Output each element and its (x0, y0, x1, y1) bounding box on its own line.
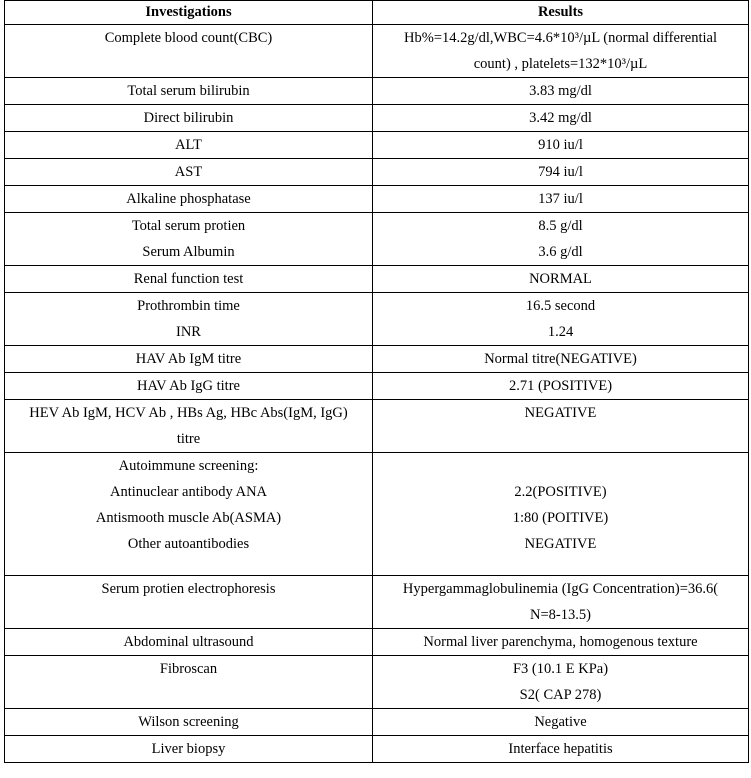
result-text: count) , platelets=132*10³/µL (473, 56, 648, 72)
result-text: Interface hepatitis (508, 741, 613, 757)
table-row (5, 132, 749, 159)
table-row (5, 25, 749, 78)
result-text: NEGATIVE (524, 536, 597, 552)
investigation-text: titre (176, 431, 201, 447)
investigation-text: Direct bilirubin (143, 110, 234, 126)
investigation-cell (5, 736, 373, 763)
investigation-text: Abdominal ultrasound (123, 634, 254, 650)
table-row (5, 266, 749, 293)
investigations-table (4, 0, 749, 763)
investigation-cell (5, 400, 373, 453)
investigation-cell (5, 78, 373, 105)
investigation-cell (5, 213, 373, 266)
investigation-text: Renal function test (133, 271, 244, 287)
result-text: N=8-13.5) (530, 607, 591, 623)
result-text: 2.2(POSITIVE) (514, 484, 607, 500)
header-results: Results (373, 1, 749, 25)
result-cell (373, 656, 749, 709)
investigation-text: Complete blood count(CBC) (104, 30, 273, 46)
table-row (5, 346, 749, 373)
investigation-text: HEV Ab IgM, HCV Ab , HBs Ag, HBc Abs(IgM, IgG) (29, 405, 348, 421)
result-text: Normal liver parenchyma, homogenous texture (423, 634, 698, 650)
result-text: F3 (10.1 E KPa) (512, 661, 609, 677)
result-cell (373, 266, 749, 293)
table-row (5, 373, 749, 400)
investigation-text: Wilson screening (138, 714, 239, 730)
investigation-cell (5, 25, 373, 78)
result-cell (373, 25, 749, 78)
cell-spacer (377, 557, 744, 575)
result-text (377, 453, 744, 479)
result-text: S2( CAP 278) (519, 687, 602, 703)
investigation-cell (5, 656, 373, 709)
result-text: 2.71 (POSITIVE) (508, 378, 613, 394)
result-cell (373, 400, 749, 453)
result-text: 794 iu/l (538, 164, 583, 180)
result-text: Normal titre(NEGATIVE) (484, 351, 637, 367)
result-text: Hb%=14.2g/dl,WBC=4.6*10³/µL (normal differential (404, 30, 717, 46)
investigation-cell (5, 709, 373, 736)
result-cell (373, 293, 749, 346)
result-text: 3.83 mg/dl (529, 83, 592, 99)
result-cell (373, 453, 749, 576)
investigation-text: Serum protien electrophoresis (101, 581, 276, 597)
cell-spacer (9, 557, 368, 575)
investigation-text: HAV Ab IgG titre (137, 378, 240, 394)
investigation-cell (5, 373, 373, 400)
table-row (5, 453, 749, 576)
table-row (5, 576, 749, 629)
result-cell (373, 629, 749, 656)
result-cell (373, 709, 749, 736)
result-cell (373, 736, 749, 763)
result-text: NEGATIVE (524, 405, 597, 421)
header-investigations: Investigations (5, 1, 373, 25)
investigation-text: Serum Albumin (142, 244, 235, 260)
result-text: 16.5 second (525, 298, 596, 314)
investigation-text: Total serum bilirubin (127, 83, 250, 99)
result-cell (373, 78, 749, 105)
investigation-cell (5, 186, 373, 213)
table-row (5, 736, 749, 763)
table-row (5, 159, 749, 186)
result-cell (373, 105, 749, 132)
table-row (5, 400, 749, 453)
result-cell (373, 576, 749, 629)
result-text: 3.6 g/dl (538, 244, 583, 260)
table-row (5, 213, 749, 266)
investigation-cell (5, 159, 373, 186)
result-cell (373, 132, 749, 159)
result-text: 1.24 (547, 324, 574, 340)
table-row (5, 656, 749, 709)
table-row (5, 629, 749, 656)
result-cell (373, 213, 749, 266)
result-text: 3.42 mg/dl (529, 110, 592, 126)
result-text: 137 iu/l (538, 191, 583, 207)
investigation-text: ALT (175, 137, 202, 153)
investigation-text: Liver biopsy (151, 741, 226, 757)
investigation-text: AST (174, 164, 203, 180)
table-row (5, 293, 749, 346)
investigation-text: Autoimmune screening: (118, 458, 259, 474)
table-row (5, 105, 749, 132)
table-row (5, 78, 749, 105)
investigation-text: Antinuclear antibody ANA (109, 484, 268, 500)
investigation-cell (5, 105, 373, 132)
table-row (5, 709, 749, 736)
result-text: Hypergammaglobulinemia (IgG Concentration)=36.6( (402, 581, 719, 597)
result-cell (373, 159, 749, 186)
investigation-cell (5, 266, 373, 293)
table-header-row (5, 1, 749, 25)
result-cell (373, 373, 749, 400)
investigation-cell (5, 629, 373, 656)
result-text: Negative (534, 714, 587, 730)
investigation-text: Total serum protien (131, 218, 246, 234)
result-cell (373, 186, 749, 213)
investigation-text: Other autoantibodies (127, 536, 250, 552)
investigation-cell (5, 346, 373, 373)
result-text: 8.5 g/dl (538, 218, 583, 234)
investigation-text: Prothrombin time (137, 298, 240, 314)
result-text: 910 iu/l (538, 137, 583, 153)
result-text: 1:80 (POITIVE) (512, 510, 609, 526)
investigation-text: Antismooth muscle Ab(ASMA) (95, 510, 282, 526)
investigation-cell (5, 576, 373, 629)
table-row (5, 186, 749, 213)
investigation-text: INR (176, 324, 201, 340)
investigation-cell (5, 453, 373, 576)
investigation-cell (5, 293, 373, 346)
result-cell (373, 346, 749, 373)
investigation-cell (5, 132, 373, 159)
investigation-text: HAV Ab IgM titre (135, 351, 242, 367)
investigation-text: Alkaline phosphatase (126, 191, 251, 207)
result-text: NORMAL (529, 271, 592, 287)
investigation-text: Fibroscan (159, 661, 218, 677)
